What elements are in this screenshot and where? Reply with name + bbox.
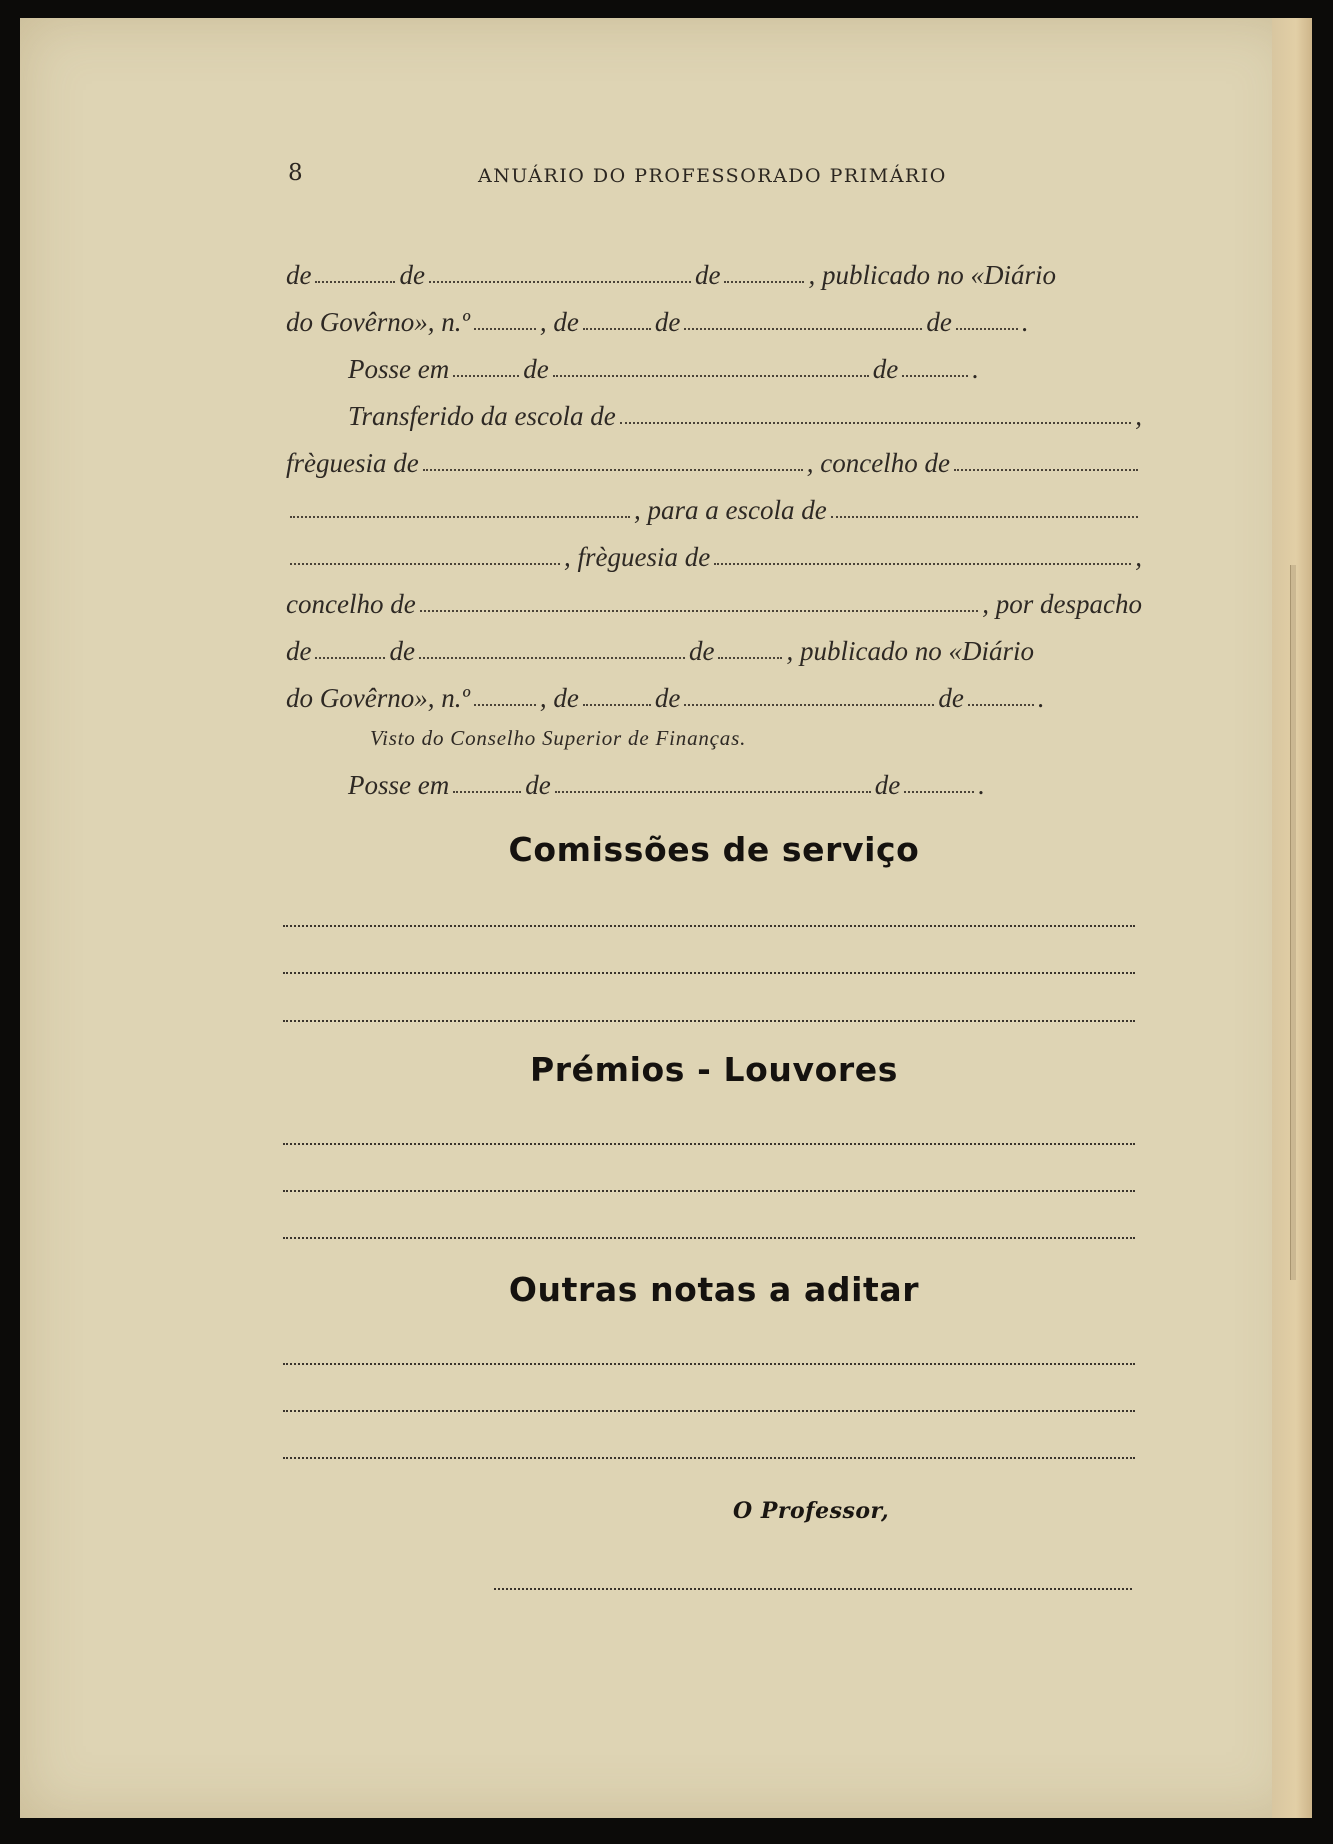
punctuation: . [1037, 683, 1045, 713]
label-de: de [389, 636, 415, 666]
label-de: de [399, 260, 425, 290]
blank-year[interactable] [718, 657, 782, 659]
blank-new-county[interactable] [420, 610, 979, 612]
blank-month[interactable] [684, 328, 922, 330]
form-line-5 [286, 431, 1142, 478]
visto-note: Visto do Conselho Superior de Finanças. [370, 726, 747, 750]
blank-county[interactable] [954, 469, 1138, 471]
blank-year[interactable] [956, 328, 1018, 330]
section-title-comissoes: Comissões de serviço [508, 830, 920, 869]
label-concelho: , concelho de [806, 448, 950, 478]
label-governo-numero: do Govêrno», n.º [286, 307, 470, 337]
blank-month[interactable] [419, 657, 685, 659]
signature-label: O Professor, [733, 1498, 890, 1524]
writing-line[interactable] [283, 925, 1135, 927]
writing-line[interactable] [283, 1410, 1135, 1412]
blank-month[interactable] [684, 704, 934, 706]
writing-line[interactable] [283, 1190, 1135, 1192]
blank-new-school[interactable] [831, 516, 1138, 518]
punctuation: , [1135, 401, 1142, 431]
label-de: de [286, 636, 312, 666]
writing-line[interactable] [283, 1363, 1135, 1365]
blank-number[interactable] [474, 704, 536, 706]
label-transferido: Transferido da escola de [348, 401, 616, 431]
label-concelho: concelho de [286, 589, 416, 619]
blank-day[interactable] [583, 704, 651, 706]
writing-line[interactable] [283, 1020, 1135, 1022]
form-line-6 [286, 478, 1142, 525]
form-line-1 [286, 243, 1142, 290]
punctuation: , [1135, 542, 1142, 572]
label-de: de [525, 770, 551, 800]
blank-school[interactable] [620, 422, 1132, 424]
punctuation: . [978, 770, 985, 800]
label-de: de [938, 683, 964, 713]
blank-day[interactable] [315, 657, 385, 659]
label-de: , de [539, 683, 579, 713]
writing-line[interactable] [283, 1143, 1135, 1145]
label-de: de [874, 770, 901, 800]
section-title-premios: Prémios - Louvores [530, 1050, 898, 1089]
label-de: de [654, 683, 681, 713]
blank-year[interactable] [902, 375, 968, 377]
blank-month[interactable] [429, 281, 691, 283]
blank-parish[interactable] [423, 469, 803, 471]
label-de: de [286, 260, 312, 290]
section-title-outras: Outras notas a aditar [508, 1270, 920, 1309]
blank-number[interactable] [474, 328, 536, 330]
label-de: de [694, 260, 721, 290]
form-line-3 [286, 337, 1142, 384]
label-para-escola: , para a escola de [634, 495, 827, 525]
writing-line[interactable] [283, 972, 1135, 974]
blank-county-cont[interactable] [290, 516, 630, 518]
blank-day[interactable] [453, 375, 519, 377]
label-de: de [926, 307, 952, 337]
form-line-9 [286, 619, 1142, 666]
label-posse-em: Posse em [348, 354, 450, 384]
form-line-4 [286, 384, 1142, 431]
label-freguesia: , frèguesia de [564, 542, 711, 572]
blank-year[interactable] [904, 791, 974, 793]
form-line-12 [286, 753, 1142, 800]
label-publicado: , publicado no «Diário [808, 260, 1056, 290]
running-title: ANUÁRIO DO PROFESSORADO PRIMÁRIO [478, 165, 947, 187]
signature-line[interactable] [494, 1588, 1132, 1590]
label-de: , de [539, 307, 579, 337]
blank-day[interactable] [583, 328, 651, 330]
blank-month[interactable] [555, 791, 871, 793]
label-por-despacho: , por despacho [982, 589, 1142, 619]
form-line-2 [286, 290, 1142, 337]
label-posse-em: Posse em [348, 770, 450, 800]
label-de: de [688, 636, 715, 666]
page-number: 8 [288, 160, 303, 186]
label-publicado: , publicado no «Diário [786, 636, 1034, 666]
writing-line[interactable] [283, 1237, 1135, 1239]
form-line-11 [286, 713, 1142, 753]
writing-line[interactable] [283, 1457, 1135, 1459]
label-freguesia: frèguesia de [286, 448, 419, 478]
blank-year[interactable] [968, 704, 1034, 706]
punctuation: . [972, 354, 979, 384]
page-header [288, 160, 1138, 190]
form-line-8 [286, 572, 1142, 619]
record-form [286, 243, 1142, 800]
label-de: de [872, 354, 899, 384]
punctuation: . [1021, 307, 1029, 337]
blank-new-school-cont[interactable] [290, 563, 560, 565]
label-governo-numero: do Govêrno», n.º [286, 683, 470, 713]
blank-new-parish[interactable] [714, 563, 1131, 565]
blank-year[interactable] [724, 281, 804, 283]
blank-day[interactable] [315, 281, 395, 283]
label-de: de [523, 354, 549, 384]
form-line-10 [286, 666, 1142, 713]
blank-day[interactable] [453, 791, 521, 793]
label-de: de [654, 307, 681, 337]
blank-month[interactable] [553, 375, 869, 377]
page-fold [1290, 565, 1296, 1280]
form-line-7 [286, 525, 1142, 572]
